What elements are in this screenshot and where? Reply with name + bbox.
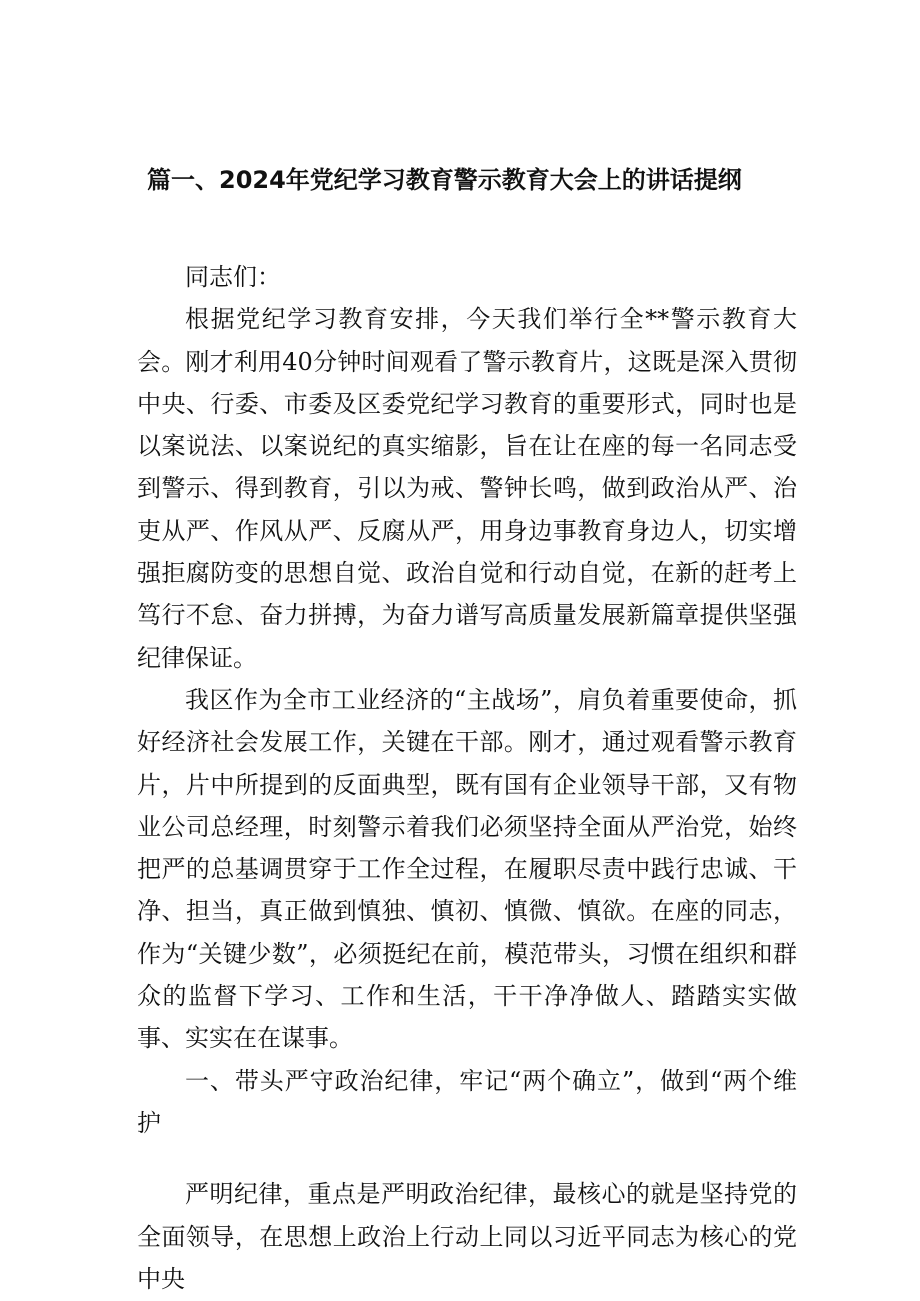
document-body	[137, 256, 797, 1300]
document-title: 篇一、2024年党纪学习教育警示教育大会上的讲话提纲	[147, 166, 742, 194]
section-heading-1: 一、带头严守政治纪律，牢记“两个确立”，做到“两个维护	[137, 1066, 797, 1137]
body-paragraph-2: 我区作为全市工业经济的“主战场”，肩负着重要使命，抓好经济社会发展工作，关键在干部。刚才，通过观看警示教育片，片中所提到的反面典型，既有国有企业领导干部，又有物业公司总经理，时刻警示着我们必须坚持全面从严治党，始终把严的总基调贯穿于工作全过程，在履职尽责中践行忠诚、干净、担当，真正做到慎独、慎初、慎微、慎欲。在座的同志，作为“关键少数”，必须挺纪在前，模范带头，习惯在组织和群众的监督下学习、工作和生活，干干净净做人、踏踏实实做事、实实在在谋事。	[137, 685, 797, 1053]
body-paragraph-3: 严明纪律，重点是严明政治纪律，最核心的就是坚持党的全面领导，在思想上政治上行动上同以习近平同志为核心的党中央	[137, 1180, 797, 1293]
body-paragraph-1: 根据党纪学习教育安排，今天我们举行全**警示教育大会。刚才利用40分钟时间观看了警示教育片，这既是深入贯彻中央、行委、市委及区委党纪学习教育的重要形式，同时也是以案说法、以案说纪的真实缩影，旨在让在座的每一名同志受到警示、得到教育，引以为戒、警钟长鸣，做到政治从严、治吏从严、作风从严、反腐从严，用身边事教育身边人，切实增强拒腐防变的思想自觉、政治自觉和行动自觉，在新的赶考上笃行不怠、奋力拼搏，为奋力谱写高质量发展新篇章提供坚强纪律保证。	[137, 305, 797, 672]
greeting-paragraph: 同志们：	[185, 263, 281, 291]
